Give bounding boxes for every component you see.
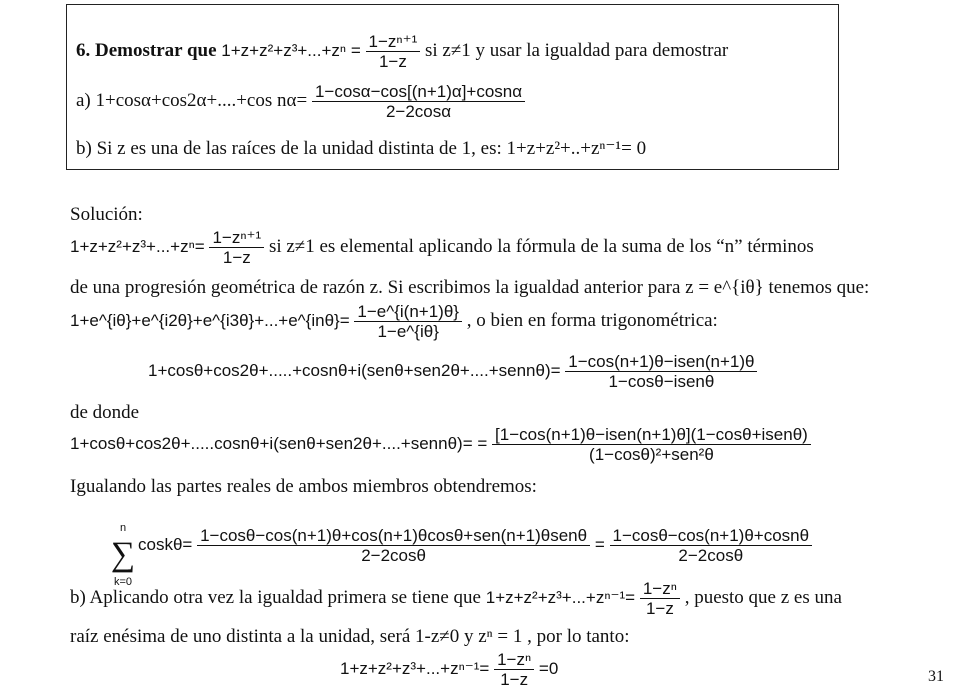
solution-line-1 [70, 228, 814, 267]
sol-l3-denominator: 1−e^{iθ} [377, 322, 439, 341]
problem-statement-pre: 6. Demostrar que [76, 39, 217, 61]
de-donde: de donde [70, 402, 140, 423]
eq3-numerator-1: 1−cosθ−cos(n+1)θ+cos(n+1)θcosθ+sen(n+1)θsenθ [197, 526, 590, 546]
part-b-pre: b) Aplicando otra vez la igualdad primera se tiene que [70, 586, 481, 608]
eq3-fraction-1 [197, 526, 590, 565]
part-b-statement: b) Si z es una de las raíces de la unidad distinta de 1, es: 1+z+z²+..+zⁿ⁻¹= 0 [76, 138, 647, 159]
sum-lower-limit: k=0 [113, 576, 133, 588]
solution-heading: Solución: [70, 204, 143, 225]
eq2-lhs: 1+cosθ+cos2θ+.....cosnθ+i(senθ+sen2θ+....+sennθ)= = [70, 433, 488, 453]
solution-line-2: de una progresión geométrica de razón z. Si escribimos la igualdad anterior para z = e^{iθ} tenemos que: [70, 277, 870, 298]
igualando-text: Igualando las partes reales de ambos miembros obtendremos: [70, 476, 537, 497]
part-a-fraction [312, 82, 525, 121]
eq3-term: coskθ= [138, 534, 193, 554]
sol-l1-lhs: 1+z+z²+z³+...+zⁿ= [70, 236, 205, 256]
part-a-lhs: a) 1+cosα+cos2α+....+cos nα= [76, 89, 308, 111]
equation-2 [70, 425, 811, 464]
eq3-fraction-2 [610, 526, 813, 565]
sol-l3-text: , o bien en forma trigonométrica: [466, 309, 718, 331]
eq1-fraction [565, 352, 757, 391]
final-denominator: 1−z [500, 670, 529, 689]
equation-1 [148, 352, 757, 391]
final-equation [340, 650, 558, 689]
problem-numerator: 1−zⁿ⁺¹ [366, 32, 421, 52]
sol-l1-numerator: 1−zⁿ⁺¹ [209, 228, 264, 248]
eq2-denominator: (1−cosθ)²+sen²θ [589, 445, 714, 464]
solution-line-3 [70, 302, 718, 341]
final-rhs: =0 [538, 658, 559, 678]
sol-l3-fraction [354, 302, 462, 341]
eq1-denominator: 1−cosθ−isenθ [608, 372, 715, 391]
eq3-numerator-2: 1−cosθ−cos(n+1)θ+cosnθ [610, 526, 813, 546]
final-fraction [494, 650, 534, 689]
eq1-numerator: 1−cos(n+1)θ−isen(n+1)θ [565, 352, 757, 372]
part-b-numerator: 1−zⁿ [640, 579, 680, 599]
sol-l1-text: si z≠1 es elemental aplicando la fórmula de la suma de los “n” términos [268, 235, 814, 257]
eq1-lhs: 1+cosθ+cos2θ+.....+cosnθ+i(senθ+sen2θ+....+sennθ)= [148, 360, 561, 380]
problem-condition: si z≠1 y usar la igualdad para demostrar [425, 39, 729, 61]
part-b-solution-line [70, 579, 842, 618]
eq2-numerator: [1−cos(n+1)θ−isen(n+1)θ](1−cosθ+isenθ) [492, 425, 811, 445]
problem-statement-line: 6. Demostrar que 1+z+z²+z³+...+zⁿ = $\frac{\text{1−zⁿ⁺¹}}{1-z}$ si z≠1 y usar la igualdad para demostrar [76, 32, 729, 71]
part-b-denominator: 1−z [645, 599, 674, 618]
sol-l3-numerator: 1−e^{i(n+1)θ} [354, 302, 462, 322]
sol-l1-fraction [209, 228, 264, 267]
eq3-equals: = [594, 534, 605, 554]
equation-3 [138, 526, 812, 565]
eq2-fraction [492, 425, 811, 464]
part-b-fraction [640, 579, 680, 618]
problem-fraction [366, 32, 421, 71]
page-number: 31 [928, 668, 944, 685]
sum-upper-limit: n [119, 522, 127, 534]
part-b-lhs: 1+z+z²+z³+...+zⁿ⁻¹= [485, 587, 636, 607]
sol-l3-lhs: 1+e^{iθ}+e^{i2θ}+e^{i3θ}+...+e^{inθ}= [70, 310, 350, 330]
summation-icon: ∑ [110, 536, 136, 573]
eq3-denominator-2: 2−2cosθ [678, 546, 744, 565]
eq3-denominator-1: 2−2cosθ [361, 546, 426, 565]
part-a-numerator: 1−cosα−cos[(n+1)α]+cosnα [312, 82, 525, 102]
raiz-line: raíz enésima de uno distinta a la unidad, será 1-z≠0 y zⁿ = 1 , por lo tanto: [70, 626, 630, 647]
part-b-post: , puesto que z es una [684, 586, 842, 608]
sol-l1-denominator: 1−z [222, 248, 251, 267]
problem-lhs: 1+z+z²+z³+...+zⁿ [221, 40, 347, 60]
part-a-line [76, 82, 525, 121]
final-lhs: 1+z+z²+z³+...+zⁿ⁻¹= [340, 658, 490, 678]
problem-denominator: 1−z [378, 52, 407, 71]
final-numerator: 1−zⁿ [494, 650, 534, 670]
part-a-denominator: 2−2cosα [385, 102, 452, 121]
